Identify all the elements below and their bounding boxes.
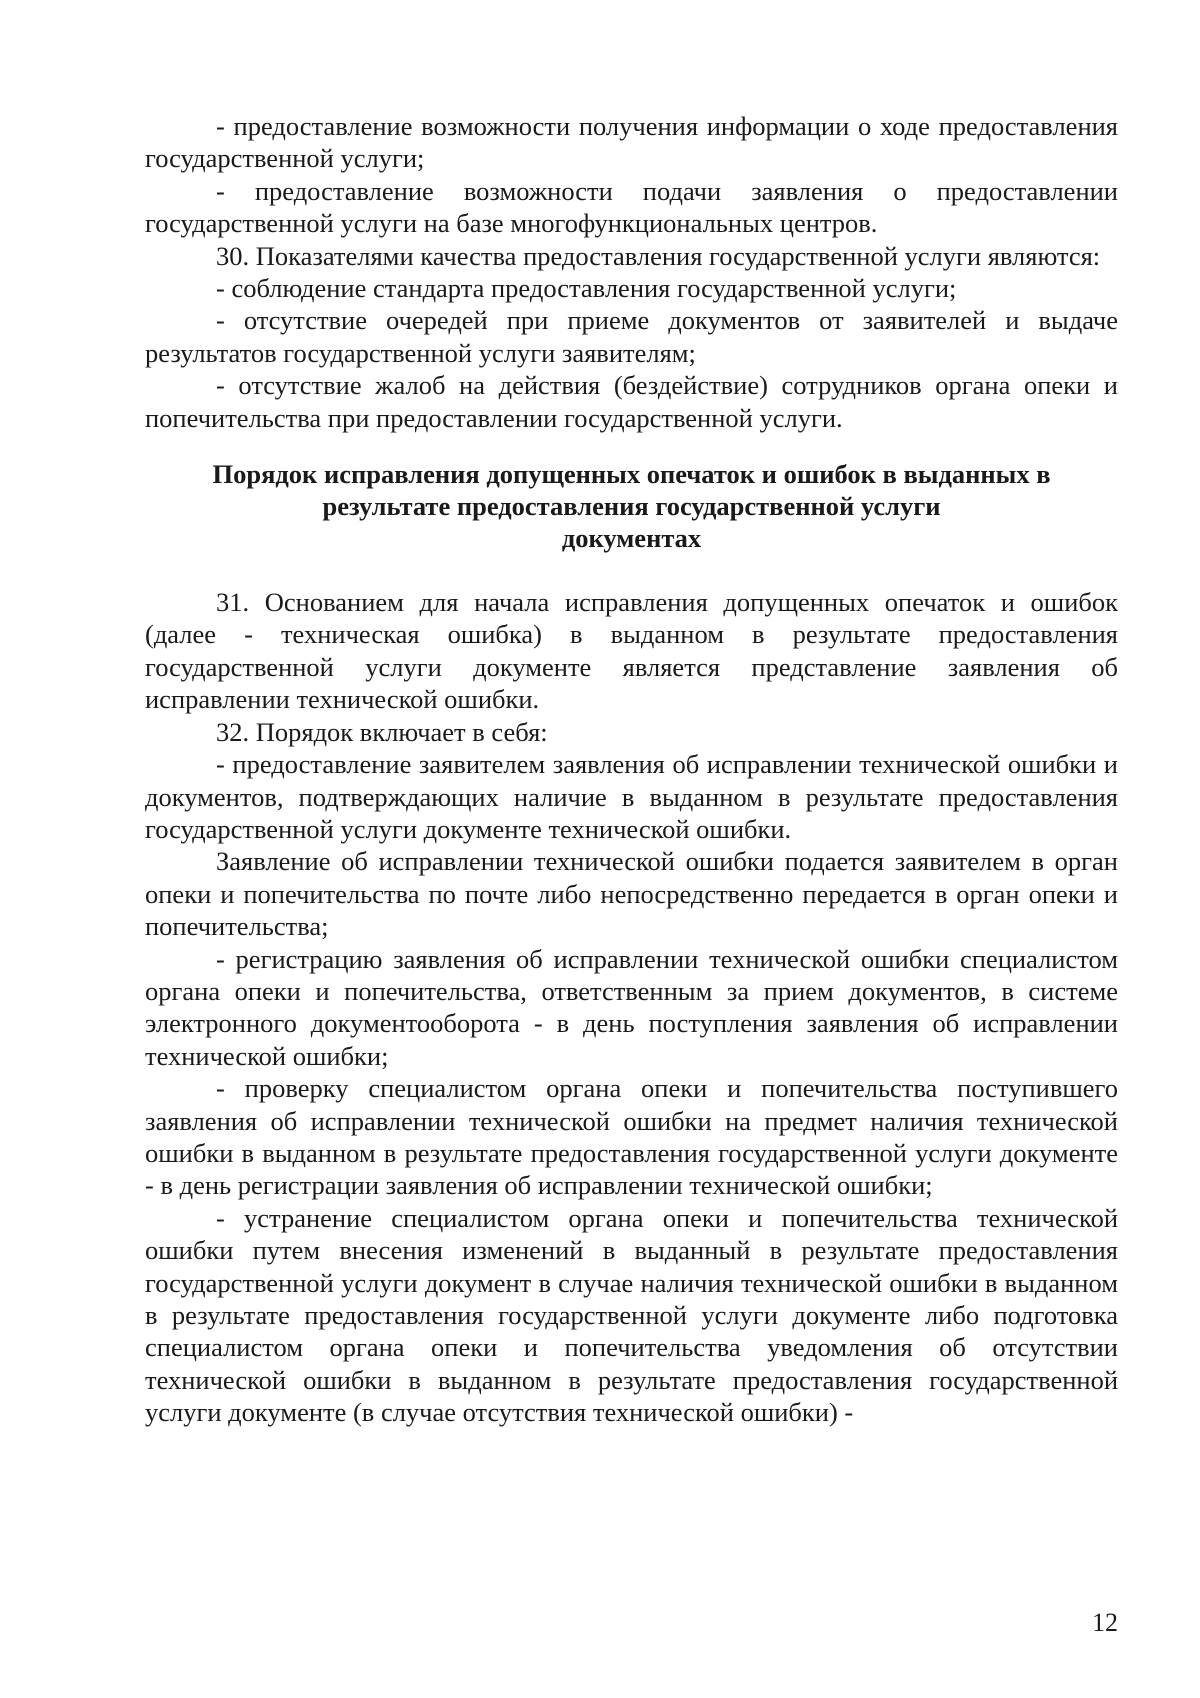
document-page (145, 110, 1118, 1429)
paragraph: - отсутствие жалоб на действия (бездействие) сотрудников органа опеки и попечительства при предоставлении государственной услуги. (145, 370, 1118, 433)
page-number: 12 (1092, 1608, 1118, 1637)
paragraph: - предоставление возможности подачи заявления о предоставлении государственной услуги на базе многофункциональных центров. (145, 175, 1118, 239)
paragraph: 32. Порядок включает в себя: (216, 716, 548, 747)
paragraph: 31. Основанием для начала исправления допущенных опечаток и ошибок (далее - техническая ошибка) в выданном в результате предоставления государственной услуги документе является представление заявления об исправлении технической ошибки. (145, 587, 1118, 715)
paragraph: - соблюдение стандарта предоставления государственной услуги; (216, 273, 957, 304)
paragraph: Заявление об исправлении технической ошибки подается заявителем в орган опеки и попечительства по почте либо непосредственно передается в орган опеки и попечительства; (145, 846, 1118, 942)
paragraph: - предоставление заявителем заявления об исправлении технической ошибки и документов, подтверждающих наличие в выданном в результате предоставления государственной услуги документе технической ошибки. (145, 749, 1118, 844)
paragraph: 30. Показателями качества предоставления государственной услуги являются: (216, 240, 1101, 271)
paragraph: - регистрацию заявления об исправлении технической ошибки специалистом органа опеки и попечительства, ответственным за прием документов, в системе электронного документооборота - в день поступления заявления об исправлении технической ошибки; (145, 943, 1118, 1071)
section-heading-line: документах (561, 523, 702, 554)
paragraph: - устранение специалистом органа опеки и попечительства технической ошибки путем внесения изменений в выданный в результате предоставления государственной услуги документ в случае наличия технической ошибки в выданном в результате предоставления государственной услуги документе либо подготовка специалистом органа опеки и попечительства уведомления об отсутствии технической ошибки в выданном в результате предоставления государственной услуги документе (в случае отсутствия технической ошибки) - (145, 1202, 1118, 1428)
section-heading-line: результате предоставления государственной услуги (322, 491, 941, 522)
paragraph: - отсутствие очередей при приеме документов от заявителей и выдаче результатов государственной услуги заявителям; (145, 305, 1118, 368)
section-heading-line: Порядок исправления допущенных опечаток и ошибок в выданных в (212, 459, 1051, 490)
paragraph: - предоставление возможности получения информации о ходе предоставления государственной услуги; (145, 111, 1118, 174)
paragraph: - проверку специалистом органа опеки и попечительства поступившего заявления об исправлении технической ошибки на предмет наличия технической ошибки в выданном в результате предоставления государственной услуги документе - в день регистрации заявления об исправлении технической ошибки; (145, 1073, 1118, 1201)
section-heading (145, 458, 1118, 554)
